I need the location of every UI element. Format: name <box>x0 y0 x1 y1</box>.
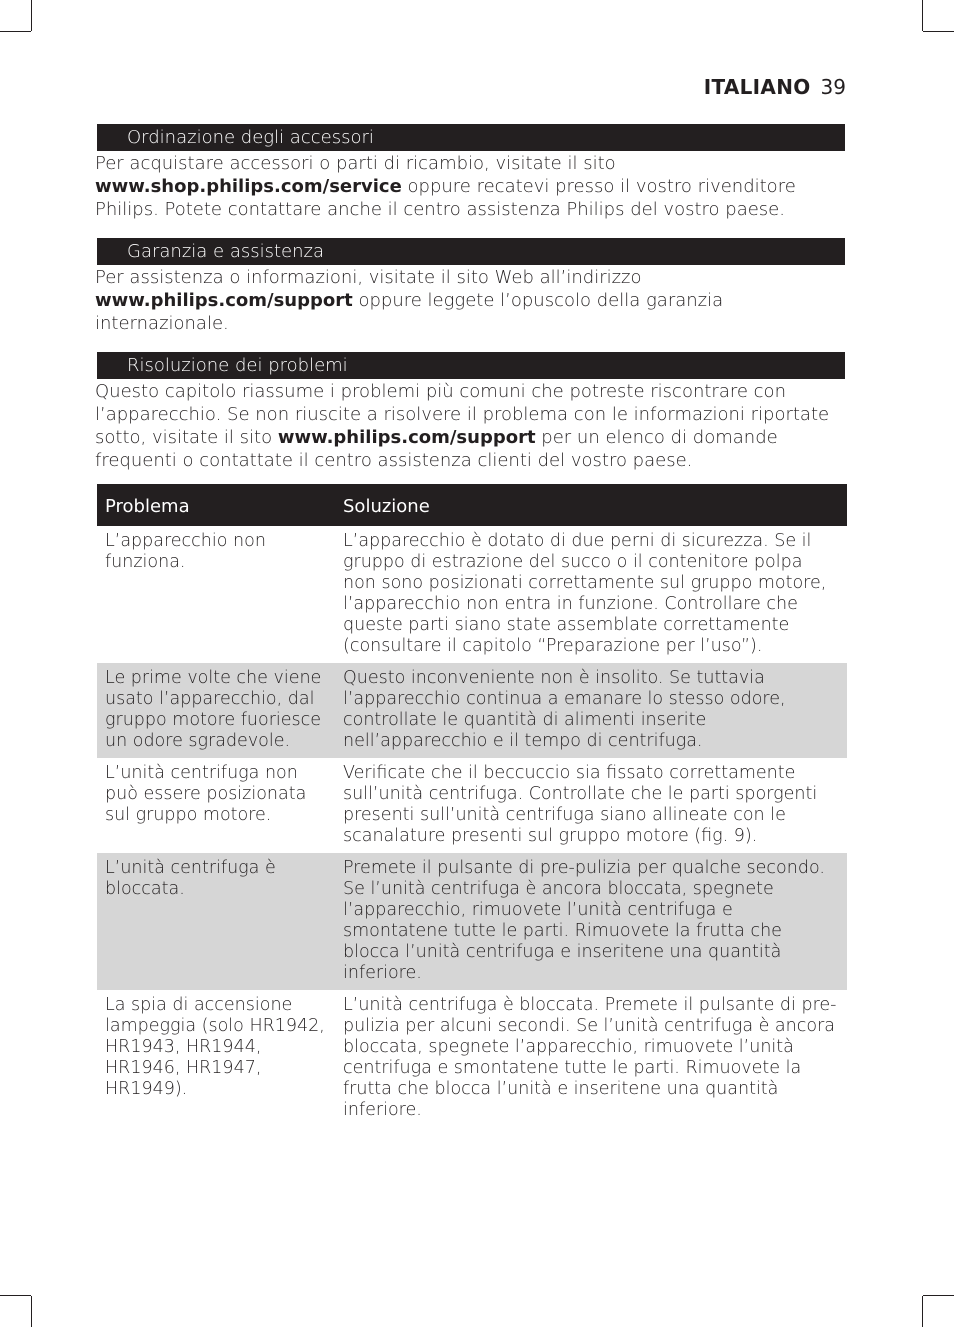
solution-cell: L’unità centrifuga è bloccata. Premete il pulsante di pre-pulizia per alcuni secondi. Se l’unità centrifuga è ancora bloccata, spegnete l’apparecchio, rimuovete l’unità centrifuga e smontatene tutte le parti. Rimuovete la frutta che blocca l’unità e inseritene una quantità inferiore. <box>343 995 837 1120</box>
crop-mark-bottom-right-horizontal <box>923 1295 954 1296</box>
solution-cell: Questo inconveniente non è insolito. Se tuttavia l’apparecchio continua a emanare lo stesso odore, controllate le quantità di alimenti inserite nell’apparecchio e il tempo di centrifuga. <box>335 663 847 758</box>
section-text-troubleshooting: Questo capitolo riassume i problemi più comuni che potreste riscontrare con l’apparecchio. Se non riuscite a risolvere il problema con le informazioni riportate sotto, visitate il sito www.philips.com/support per un elenco di domande frequenti o contattate il centro assistenza clienti del vostro paese. <box>95 381 830 471</box>
crop-mark-top-left-horizontal <box>0 31 31 32</box>
table-row <box>97 526 847 663</box>
crop-mark-top-right-horizontal <box>923 31 954 32</box>
solution-cell: Premete il pulsante di pre-pulizia per qualche secondo. Se l’unità centrifuga è ancora bloccata, spegnete l’apparecchio, rimuovete l’unità centrifuga e smontatene tutte le parti. Rimuovete la frutta che blocca l’unità centrifuga e inseritene una quantità inferiore. <box>335 853 847 990</box>
table-row <box>97 663 847 758</box>
section-heading-warranty: Garanzia e assistenza <box>97 238 845 265</box>
crop-mark-bottom-right-vertical <box>922 1296 923 1327</box>
table-row <box>97 758 847 853</box>
problem-cell: L’apparecchio non funziona. <box>105 531 266 572</box>
solution-cell: L’apparecchio è dotato di due perni di sicurezza. Se il gruppo di estrazione del succo o il contenitore polpa non sono posizionati correttamente sul gruppo motore, l’apparecchio non entra in funzione. Controllare che queste parti siano state assemblate correttamente (consultare il capitolo “Preparazione per l’uso”). <box>343 531 827 656</box>
page-header <box>704 75 846 99</box>
problem-cell: Le prime volte che viene usato l’apparecchio, dal gruppo motore fuoriesce un odore sgradevole. <box>97 663 335 758</box>
section-text-warranty: Per assistenza o informazioni, visitate il sito Web all’indirizzo www.philips.com/support oppure leggete l’opuscolo della garanzia internazionale. <box>95 267 724 334</box>
section-heading-accessories: Ordinazione degli accessori <box>97 124 845 151</box>
table-row <box>97 853 847 990</box>
crop-mark-bottom-left-vertical <box>31 1296 32 1327</box>
crop-mark-top-right-vertical <box>922 0 923 31</box>
page-content <box>95 124 847 1127</box>
shop-link[interactable]: www.shop.philips.com/service <box>95 176 402 197</box>
problem-cell: L’unità centrifuga non può essere posizionata sul gruppo motore. <box>105 763 307 825</box>
solution-cell: Verificate che il beccuccio sia fissato correttamente sull’unità centrifuga. Controllate che le parti sporgenti presenti sull’unità centrifuga siano allineate con le scanalature presenti sul gruppo motore (fig. 9). <box>343 763 818 846</box>
section-heading-troubleshooting: Risoluzione dei problemi <box>97 352 845 379</box>
column-header-problem: Problema <box>97 484 335 526</box>
page-number: 39 <box>820 75 846 99</box>
support-link-troubleshooting[interactable]: www.philips.com/support <box>277 427 536 448</box>
problem-cell: La spia di accensione lampeggia (solo HR1942, HR1943, HR1944, HR1946, HR1947, HR1949). <box>105 995 325 1099</box>
column-header-solution: Soluzione <box>335 484 847 526</box>
language-label: ITALIANO <box>703 75 811 99</box>
table-header-row <box>97 484 847 526</box>
table-row <box>97 990 847 1127</box>
troubleshooting-table <box>97 484 847 1127</box>
support-link[interactable]: www.philips.com/support <box>95 290 353 311</box>
crop-mark-top-left-vertical <box>31 0 32 31</box>
crop-mark-bottom-left-horizontal <box>0 1295 31 1296</box>
section-text-accessories: Per acquistare accessori o parti di ricambio, visitate il sito www.shop.philips.com/service oppure recatevi presso il vostro rivenditore Philips. Potete contattare anche il centro assistenza Philips del vostro paese. <box>95 153 796 220</box>
problem-cell: L’unità centrifuga è bloccata. <box>97 853 335 990</box>
